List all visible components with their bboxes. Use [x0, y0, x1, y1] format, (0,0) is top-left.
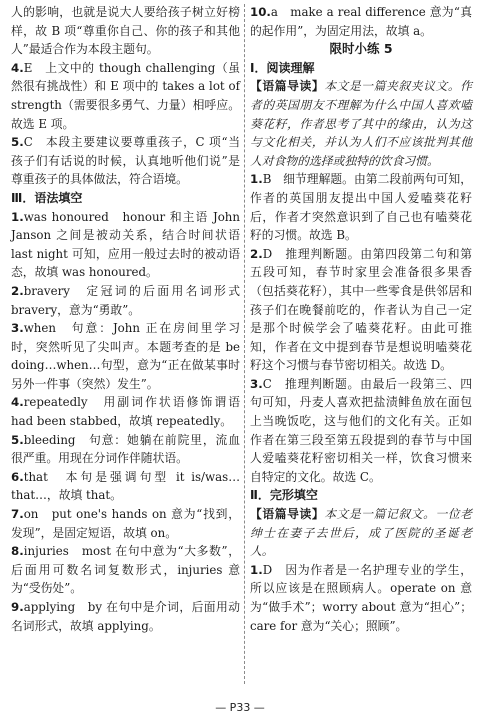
grammar-answer-4: 4.repeatedly 用副词作状语修饰谓语 had been stabbed，故填 repeatedly。 — [11, 395, 240, 429]
answer-4: 4.E 上文中的 though challenging（虽然很有挑战性）和 E 项中的 takes a lot of strength（需要很多勇气、力量）相呼应。故选 E 项。 — [11, 60, 240, 131]
section-heading-reading: Ⅰ．阅读理解 — [250, 60, 315, 75]
grammar-answer-6: 6.that 本句是强调句型 it is/was…that…，故填 that。 — [11, 469, 240, 503]
reading-answer-3: 3.C 推理判断题。由最后一段第三、四句可知，丹麦人喜欢把盐渍鲱鱼放在面包上当晚饭吃，这与他们的文化有关。正如作者在第三段至第五段提到的春节与中国人爱嗑葵花籽密切相关一样，饮食习惯来自特定的文化。故选 C。 — [250, 376, 472, 484]
exercise-title: 限时小练 5 — [329, 41, 393, 57]
right-column — [250, 3, 472, 635]
column-divider — [244, 4, 245, 684]
grammar-answer-8: 8.injuries most 在句中意为“大多数”，后面用可数名词复数形式，injuries 意为“受伤处”。 — [11, 544, 240, 596]
item-number: 7. — [11, 507, 24, 522]
item-number: 1. — [11, 209, 24, 224]
item-number: 6. — [11, 469, 24, 484]
section-heading-cloze: Ⅱ．完形填空 — [250, 488, 318, 503]
item-number: 5. — [11, 432, 24, 447]
grammar-answer-9: 9.applying by 在句中是介词，后面用动名词形式，故填 applying。 — [11, 600, 240, 633]
grammar-answer-2: 2.bravery 定冠词的后面用名词形式 bravery，意为“勇敢”。 — [11, 283, 240, 317]
item-number: 9. — [11, 600, 24, 614]
grammar-answer-3: 3.when 句意：John 正在房间里学习时，突然听见了尖叫声。本题考查的是 be doing…when…句型，意为“正在做某事时另外一件事（突然）发生”。 — [11, 321, 240, 391]
passage-guide-cloze: 【语篇导读】本文是一篇记叙文。一位老绅士在妻子去世后，成了医院的圣诞老人。 — [250, 507, 472, 559]
reading-answer-2: 2.D 推理判断题。由第四段第二句和第五段可知，春节时家里会准备很多果香（包括葵花籽），其中一些零食是供邻居和孩子们在晚餐前吃的，作者认为自己一定是那个时候学会了嗑葵花籽。由此可推知，作者在文中提到春节是想说明嗑葵花籽这个习惯与春节密切相关。故选 D。 — [250, 246, 472, 373]
item-number: 4. — [11, 60, 24, 75]
item-number: 2. — [11, 283, 24, 298]
grammar-answer-7: 7.on put one's hands on 意为“找到，发现”，是固定短语，故填 on。 — [11, 507, 240, 540]
reading-answer-1: 1.B 细节理解题。由第二段前两句可知，作者的英国朋友提出中国人爱嗑葵花籽后，作者才突然意识到了自己也有嗑葵花籽的习惯。故选 B。 — [250, 172, 472, 243]
item-number: 8. — [11, 544, 24, 559]
cloze-answer-1: 1.D 因为作者是一名护理专业的学生，所以应该是在照顾病人。operate on 意为“做手术”；worry about 意为“担心”；care for 意为“关心；照顾”。 — [250, 562, 472, 633]
item-number: 3. — [11, 321, 24, 336]
item-number: 3. — [250, 376, 263, 391]
paragraph-intro: 人的影响，也就是说大人要给孩子树立好榜样，故 B 项“尊重你自己、你的孩子和其他人”最适合作为本段主题句。 — [11, 5, 240, 57]
answer-5: 5.C 本段主要建议要尊重孩子，C 项“当孩子们有话说的时候，认真地听他们说”是尊重孩子的具体做法，符合语境。 — [11, 135, 240, 187]
left-column — [11, 3, 240, 635]
grammar-answer-1: 1.was honoured honour 和主语 John Janson 之间是被动关系，结合时间状语 last night 可知，应用一般过去时的被动语态，故填 was honoured。 — [11, 209, 240, 280]
item-number: 1. — [250, 562, 263, 577]
section-heading-grammar: Ⅲ．语法填空 — [11, 190, 83, 205]
item-number: 4. — [11, 395, 24, 410]
item-number: 2. — [250, 246, 263, 261]
item-number: 1. — [250, 172, 263, 187]
passage-guide-reading: 【语篇导读】本文是一篇夹叙夹议文。作者的英国朋友不理解为什么中国人喜欢嗑葵花籽，作者思考了其中的缘由，认为这与文化相关，并认为人们不应该批判其他人对食物的选择或独特的饮食习惯。 — [250, 79, 472, 168]
item-number: 10. — [250, 5, 271, 19]
item-number: 5. — [11, 135, 24, 150]
page-number: — P33 — — [215, 701, 265, 714]
grammar-answer-10: 10.a make a real difference 意为“真的起作用”，为固定用法，故填 a。 — [250, 5, 472, 38]
grammar-answer-5: 5.bleeding 句意：她躺在前院里，流血很严重。用现在分词作伴随状语。 — [11, 432, 240, 466]
